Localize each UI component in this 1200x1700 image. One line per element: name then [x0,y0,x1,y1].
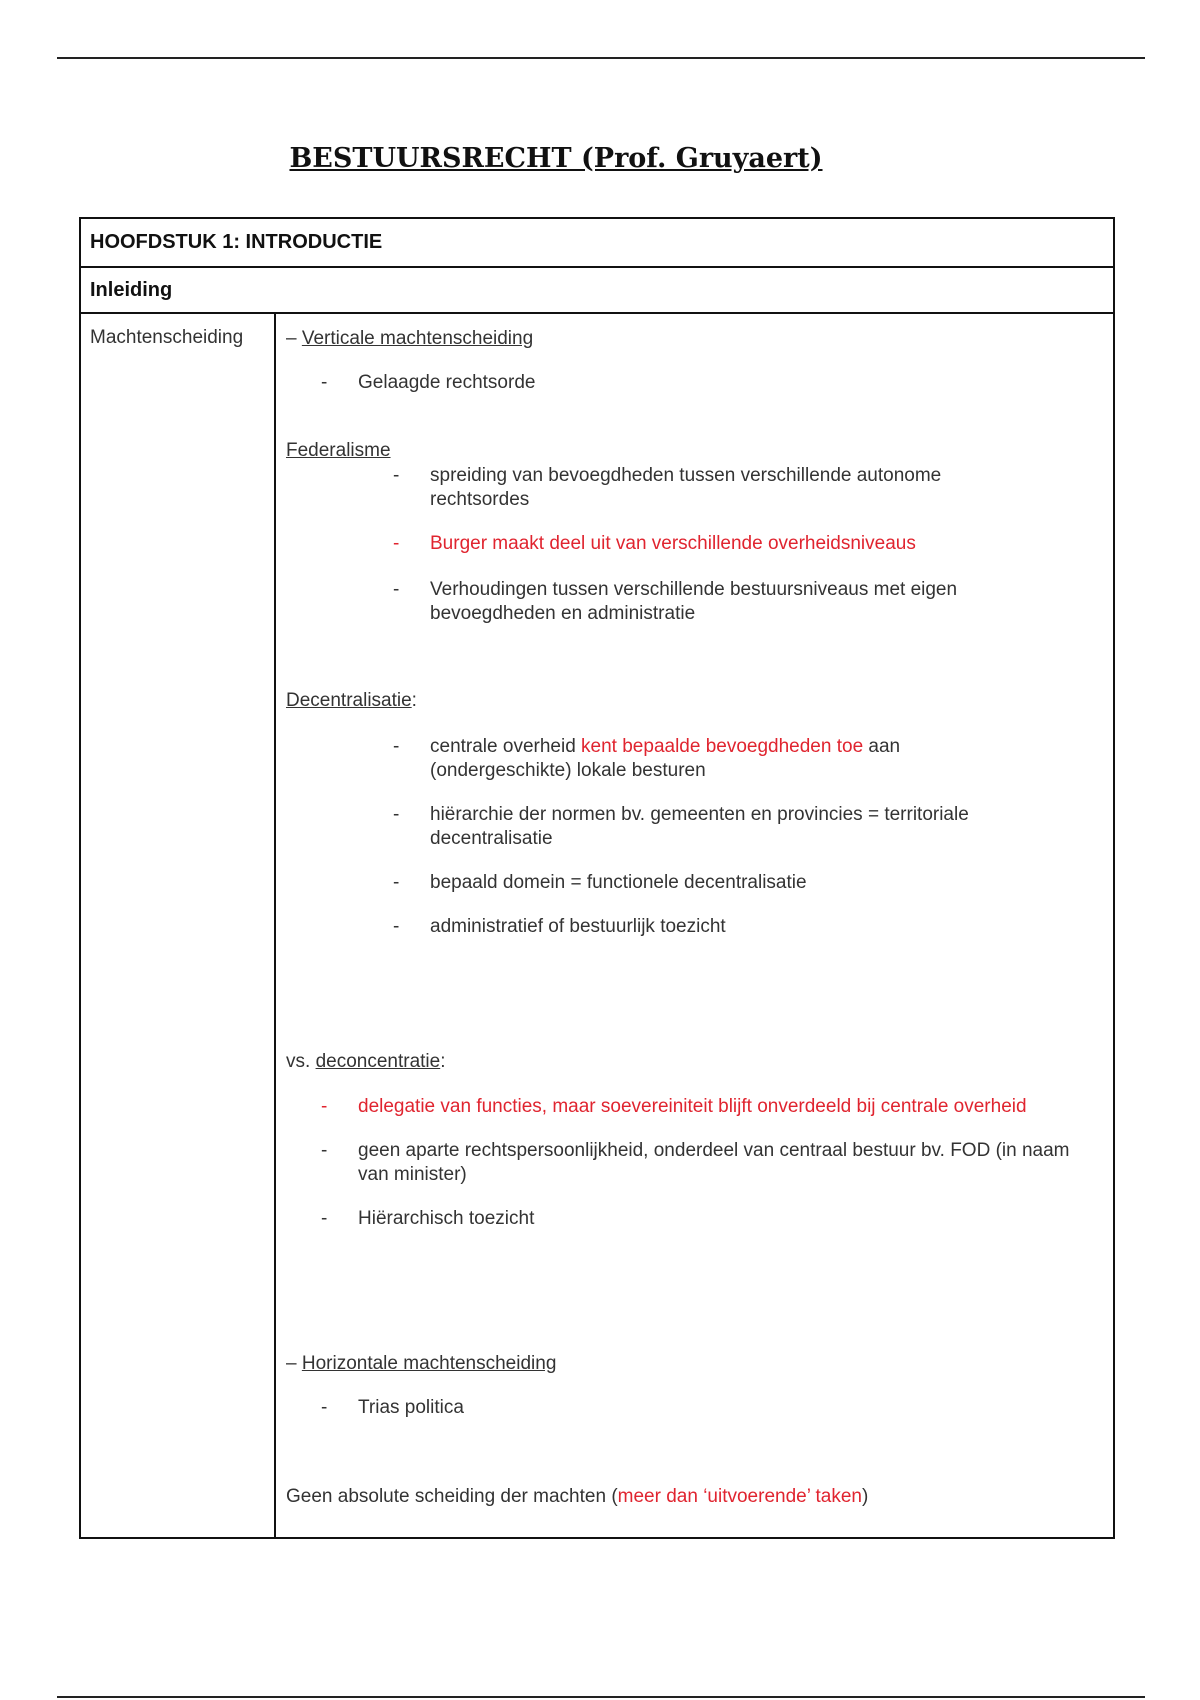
bullet-dash: - [393,736,400,757]
decentralisatie-heading [286,689,417,713]
chapter-heading: HOOFDSTUK 1: INTRODUCTIE [90,231,383,253]
list-item: bepaald domein = functionele decentralisatie [430,872,807,893]
list-item: delegatie van functies, maar soevereiniteit blijft onverdeeld bij centrale overheid [358,1096,1027,1117]
federalisme-heading: Federalisme [286,440,391,461]
highlight-text: kent bepaalde bevoegdheden toe [581,736,864,757]
column-divider [274,314,276,1537]
heading-colon: : [440,1051,446,1072]
top-rule [57,57,1145,59]
list-item: Hiërarchisch toezicht [358,1208,535,1229]
table-divider [81,312,1113,314]
bullet-dash: - [393,533,400,554]
list-item: hiërarchie der normen bv. gemeenten en provincies = territoriale decentralisatie [430,804,969,849]
vertical-heading [286,327,533,351]
heading-colon: : [411,690,417,711]
outline-table [79,217,1115,1539]
horizontal-heading [286,1352,556,1376]
list-item [430,735,990,783]
decentralisatie-heading-text: Decentralisatie [286,690,412,711]
bullet-dash: - [321,372,328,393]
conclusion-line [286,1485,868,1509]
deconcentratie-heading [286,1050,446,1074]
text-run: aan (ondergeschikte) lokale besturen [430,736,901,781]
table-divider [81,266,1113,268]
list-item: Burger maakt deel uit van verschillende overheidsniveaus [430,533,916,554]
deconcentratie-heading-text: deconcentratie [315,1051,441,1072]
vertical-heading-text: Verticale machtenscheiding [301,328,534,349]
highlight-text: meer dan ‘uitvoerende’ taken [617,1486,862,1507]
horizontal-prefix: – [286,1353,302,1374]
bullet-dash: - [321,1096,328,1117]
list-item: spreiding van bevoegdheden tussen verschillende autonome rechtsordes [430,465,942,510]
list-item: Verhoudingen tussen verschillende bestuursniveaus met eigen bevoegdheden en administratie [430,579,958,624]
vertical-prefix: – [286,328,302,349]
bullet-dash: - [393,916,400,937]
bullet-dash: - [321,1397,328,1418]
row-label: Machtenscheiding [90,327,244,348]
bullet-dash: - [393,579,400,600]
text-run: centrale overheid [430,736,582,757]
bottom-rule [57,1696,1145,1698]
horizontal-heading-text: Horizontale machtenscheiding [301,1353,557,1374]
bullet-dash: - [393,804,400,825]
section-heading: Inleiding [90,279,173,301]
list-item: administratief of bestuurlijk toezicht [430,916,726,937]
bullet-dash: - [393,465,400,486]
bullet-dash: - [393,872,400,893]
heading-prefix: vs. [286,1051,316,1072]
list-item: Gelaagde rechtsorde [358,372,536,393]
document-title: BESTUURSRECHT (Prof. Gruyaert) [289,143,823,174]
list-item: geen aparte rechtspersoonlijkheid, onderdeel van centraal bestuur bv. FOD (in naam van minister) [358,1140,1070,1185]
text-run: ) [862,1486,869,1507]
text-run: Geen absolute scheiding der machten ( [286,1486,618,1507]
list-item: Trias politica [358,1397,464,1418]
bullet-dash: - [321,1208,328,1229]
bullet-dash: - [321,1140,328,1161]
